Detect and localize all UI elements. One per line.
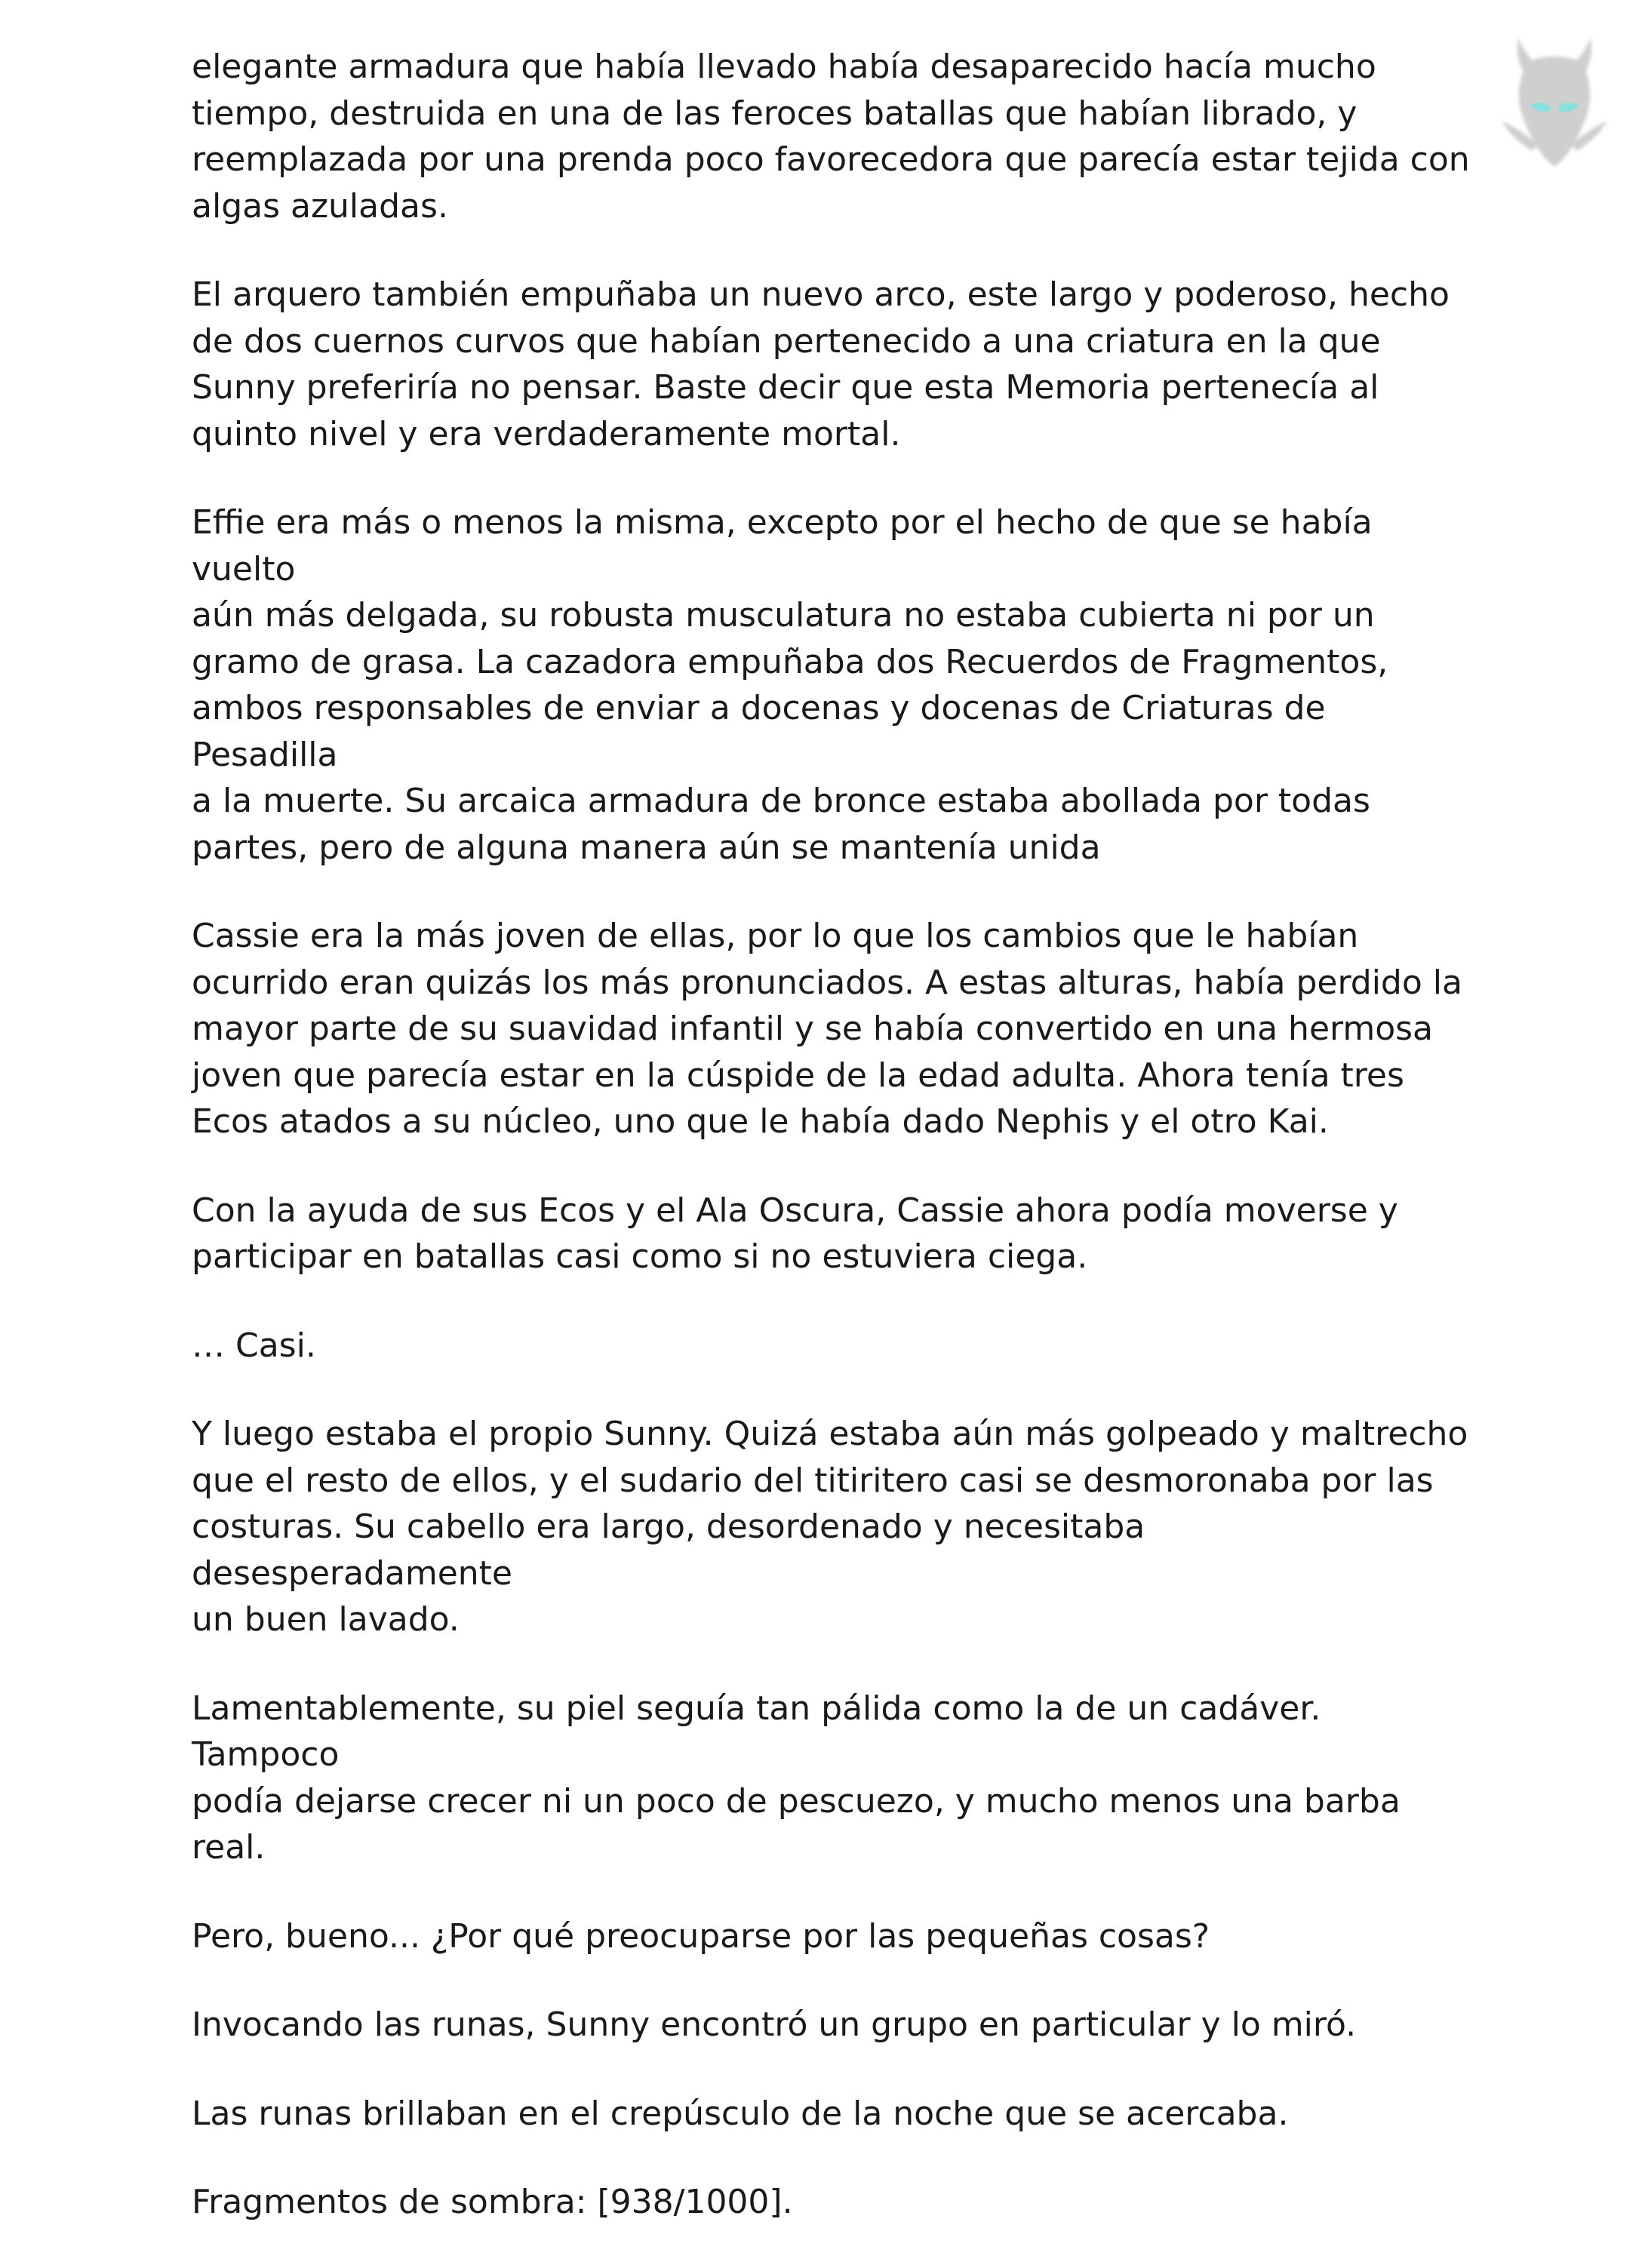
paragraph: Lamentablemente, su piel seguía tan pálida como la de un cadáver. Tampoco podía dejarse crecer ni un poco de pescuezo, y mucho menos una barba real.: [192, 1689, 1401, 1867]
paragraph: … Casi.: [192, 1326, 316, 1365]
paragraph: Effie era más o menos la misma, excepto por el hecho de que se había vuelto aún más delgada, su robusta musculatura no estaba cubierta ni por un gramo de grasa. La cazadora empuñaba dos Recuerdos de Fragmentos, ambos responsables de enviar a docenas y docenas de Criaturas de Pesadilla a la muerte. Su arcaica armadura de bronce estaba abollada por todas partes, pero de alguna manera aún se mantenía unida: [192, 503, 1388, 867]
paragraph: El arquero también empuñaba un nuevo arco, este largo y poderoso, hecho de dos cuernos curvos que habían pertenecido a una criatura en la que Sunny preferiría no pensar. Baste decir que esta Memoria pertenecía al quinto nivel y era verdaderamente mortal.: [192, 275, 1450, 453]
paragraph: Invocando las runas, Sunny encontró un grupo en particular y lo miró.: [192, 2005, 1357, 2044]
paragraph: Cassie era la más joven de ellas, por lo que los cambios que le habían ocurrido eran quizás los más pronunciados. A estas alturas, había perdido la mayor parte de su suavidad infantil y se había convertido en una hermosa joven que parecía estar en la cúspide de la edad adulta. Ahora tenía tres Ecos atados a su núcleo, uno que le había dado Nephis y el otro Kai.: [192, 917, 1462, 1141]
horned-demon-face-icon: [1479, 15, 1630, 181]
paragraph: Pero, bueno... ¿Por qué preocuparse por las pequeñas cosas?: [192, 1916, 1210, 1956]
document-body: [192, 44, 1474, 2268]
paragraph: Las runas brillaban en el crepúsculo de la noche que se acercaba.: [192, 2094, 1289, 2133]
paragraph: Y luego estaba el propio Sunny. Quizá estaba aún más golpeado y maltrecho que el resto de ellos, y el sudario del titiritero casi se desmoronaba por las costuras. Su cabello era largo, desordenado y necesitaba desesperadamente un buen lavado.: [192, 1415, 1468, 1639]
paragraph: elegante armadura que había llevado había desaparecido hacía mucho tiempo, destruida en una de las feroces batallas que habían librado, y reemplazada por una prenda poco favorecedora que parecía estar tejida con algas azuladas.: [192, 48, 1470, 226]
paragraph: Fragmentos de sombra: [938/1000].: [192, 2183, 793, 2221]
paragraph: Con la ayuda de sus Ecos y el Ala Oscura, Cassie ahora podía moverse y participar en batallas casi como si no estuviera ciega.: [192, 1191, 1398, 1276]
